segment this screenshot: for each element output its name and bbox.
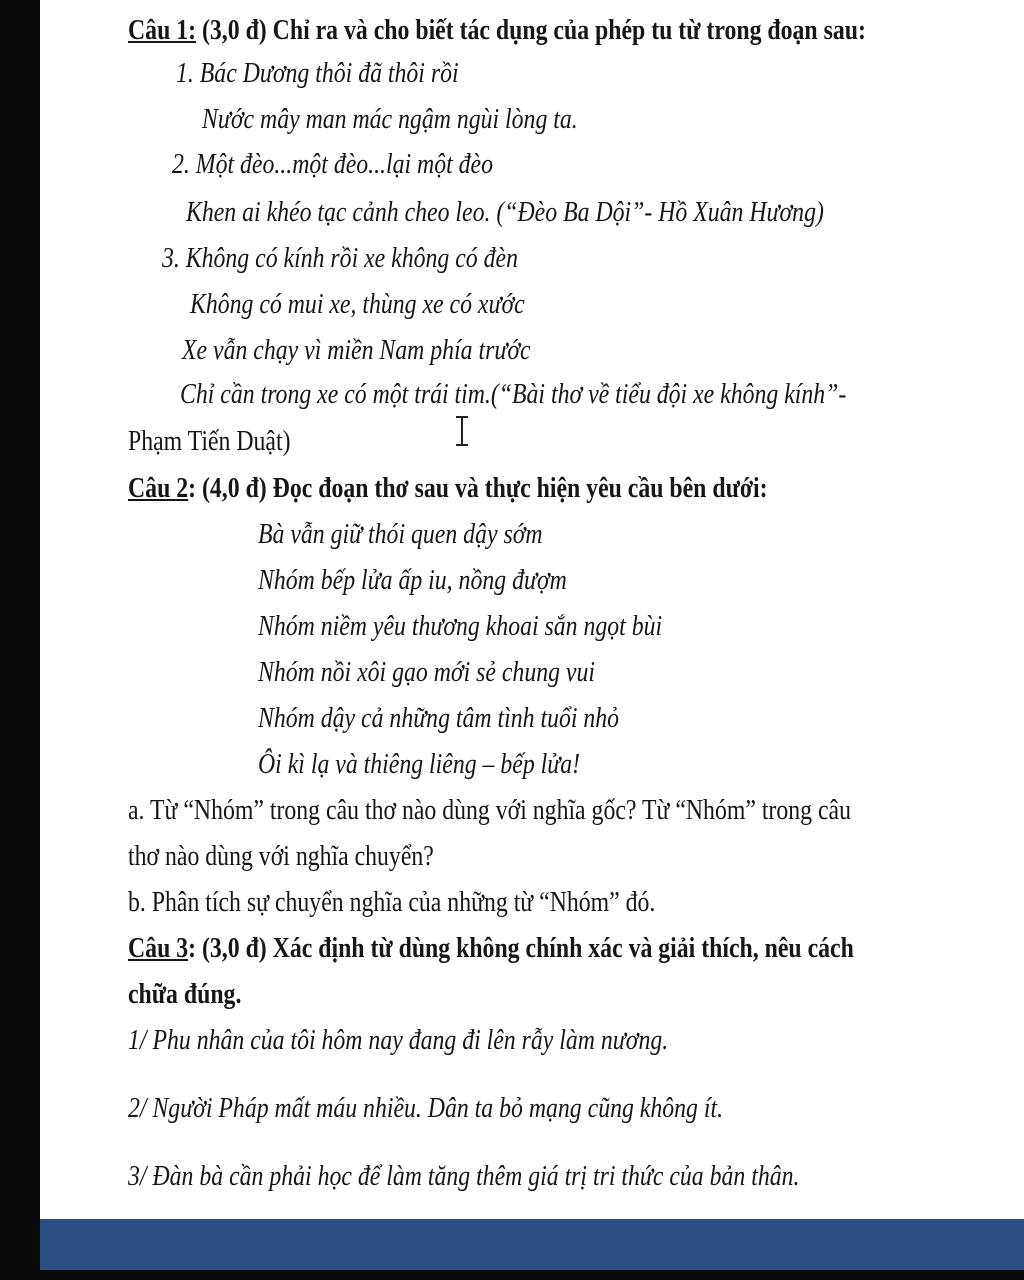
bottom-blue-bar xyxy=(40,1219,1024,1270)
q3-sentence-1: 1/ Phu nhân của tôi hôm nay đang đi lên rẫy làm nương. xyxy=(128,1024,669,1056)
q3-sentence-3: 3/ Đàn bà cần phải học để làm tăng thêm giá trị tri thức của bản thân. xyxy=(128,1160,800,1192)
q2-poem-line: Nhóm nồi xôi gạo mới sẻ chung vui xyxy=(258,656,595,688)
q2-poem-line: Nhóm dậy cả những tâm tình tuổi nhỏ xyxy=(258,702,620,734)
q3-heading xyxy=(128,930,854,966)
q2-part-a-line2: thơ nào dùng với nghĩa chuyển? xyxy=(128,840,434,872)
q3-prompt-line2: chữa đúng. xyxy=(128,978,242,1010)
q2-part-a-line1: a. Từ “Nhóm” trong câu thơ nào dùng với nghĩa gốc? Từ “Nhóm” trong câu xyxy=(128,794,851,826)
bottom-black-strip xyxy=(0,1270,1024,1280)
q2-poem-line: Nhóm bếp lửa ấp iu, nồng đượm xyxy=(258,564,567,596)
q1-poem2-line1: 2. Một đèo...một đèo...lại một đèo xyxy=(172,148,493,180)
q1-poem3-line4: Chỉ cần trong xe có một trái tim.(“Bài thơ về tiểu đội xe không kính”- xyxy=(180,378,847,410)
q1-poem3-author: Phạm Tiến Duật) xyxy=(128,425,291,457)
q1-heading xyxy=(128,12,866,48)
q2-poem-line: Ôi kì lạ và thiêng liêng – bếp lửa! xyxy=(258,748,581,780)
q1-poem3-line2: Không có mui xe, thùng xe có xước xyxy=(190,288,525,320)
q1-poem3-line3: Xe vẫn chạy vì miền Nam phía trước xyxy=(182,334,531,366)
q2-part-b: b. Phân tích sự chuyển nghĩa của những từ “Nhóm” đó. xyxy=(128,886,656,918)
q2-label: Câu 2 xyxy=(128,472,189,504)
q1-poem2-line2: Khen ai khéo tạc cảnh cheo leo. xyxy=(186,196,491,228)
q1-label: Câu 1: xyxy=(128,14,197,46)
q1-poem1-line1: 1. Bác Dương thôi đã thôi rồi xyxy=(176,57,459,89)
q1-poem2-line2-row xyxy=(186,194,824,230)
text-cursor-icon xyxy=(456,416,468,446)
q3-label: Câu 3 xyxy=(128,932,189,964)
q2-prompt: : (4,0 đ) Đọc đoạn thơ sau và thực hiện yêu cầu bên dưới: xyxy=(188,472,768,504)
q2-heading xyxy=(128,470,768,506)
q2-poem-line: Nhóm niềm yêu thương khoai sắn ngọt bùi xyxy=(258,610,663,642)
q3-prompt: : (3,0 đ) Xác định từ dùng không chính xác và giải thích, nêu cách xyxy=(188,932,854,964)
q2-poem-line: Bà vẫn giữ thói quen dậy sớm xyxy=(258,518,543,550)
q3-sentence-2: 2/ Người Pháp mất máu nhiều. Dân ta bỏ mạng cũng không ít. xyxy=(128,1092,724,1124)
q1-poem3-line1: 3. Không có kính rồi xe không có đèn xyxy=(162,242,518,274)
q1-poem1-line2: Nước mây man mác ngậm ngùi lòng ta. xyxy=(202,103,578,135)
q1-poem2-source: (“Đèo Ba Dội”- Hồ Xuân Hương) xyxy=(490,196,824,228)
q1-prompt: (3,0 đ) Chỉ ra và cho biết tác dụng của phép tu từ trong đoạn sau: xyxy=(196,14,866,46)
